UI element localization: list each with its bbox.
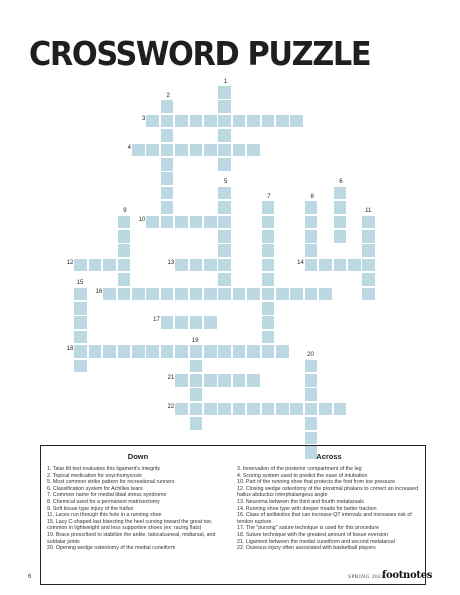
crossword-cell[interactable] xyxy=(161,129,174,142)
clue-number: 14 xyxy=(297,259,304,266)
clue-number: 22 xyxy=(167,403,175,410)
crossword-cell[interactable] xyxy=(190,288,203,301)
crossword-cell[interactable] xyxy=(175,144,188,157)
crossword-cell[interactable] xyxy=(218,374,231,387)
crossword-cell[interactable] xyxy=(146,115,159,128)
crossword-cell[interactable] xyxy=(161,115,174,128)
crossword-cell[interactable] xyxy=(233,345,246,358)
clue-number: 20 xyxy=(307,352,314,359)
crossword-cell[interactable] xyxy=(74,331,87,344)
crossword-cell[interactable] xyxy=(262,403,275,416)
crossword-cell[interactable] xyxy=(204,403,217,416)
clue-number: 3 xyxy=(142,115,146,122)
crossword-cell[interactable] xyxy=(290,288,303,301)
crossword-cell[interactable] xyxy=(290,115,303,128)
crossword-cell[interactable] xyxy=(190,345,203,358)
crossword-cell[interactable] xyxy=(276,115,289,128)
crossword-cell[interactable] xyxy=(362,216,375,229)
brand-logo: footnotes xyxy=(382,570,433,581)
crossword-cell[interactable] xyxy=(161,144,174,157)
clue-number: 8 xyxy=(310,193,314,200)
crossword-cell[interactable] xyxy=(305,417,318,430)
down-clues-column xyxy=(47,452,229,552)
crossword-cell[interactable] xyxy=(204,316,217,329)
crossword-cell[interactable] xyxy=(305,403,318,416)
crossword-cell[interactable] xyxy=(146,288,159,301)
crossword-cell[interactable] xyxy=(175,403,188,416)
crossword-cell[interactable] xyxy=(247,403,260,416)
crossword-cell[interactable] xyxy=(290,403,303,416)
crossword-cell[interactable] xyxy=(190,316,203,329)
crossword-cell[interactable] xyxy=(334,403,347,416)
crossword-cell[interactable] xyxy=(305,432,318,445)
crossword-cell[interactable] xyxy=(190,144,203,157)
crossword-cell[interactable] xyxy=(132,288,145,301)
across-clue: 18. Suture technique with the greatest amount of tissue eversion xyxy=(237,531,389,538)
crossword-cell[interactable] xyxy=(233,403,246,416)
crossword-cell[interactable] xyxy=(247,144,260,157)
across-heading: Across xyxy=(316,452,342,461)
crossword-cell[interactable] xyxy=(262,259,275,272)
crossword-cell[interactable] xyxy=(190,216,203,229)
crossword-cell[interactable] xyxy=(218,403,231,416)
clue-number: 2 xyxy=(166,92,170,99)
crossword-cell[interactable] xyxy=(190,403,203,416)
crossword-cell[interactable] xyxy=(218,201,231,214)
crossword-cell[interactable] xyxy=(276,345,289,358)
crossword-cell[interactable] xyxy=(262,288,275,301)
crossword-cell[interactable] xyxy=(334,201,347,214)
clue-number: 10 xyxy=(138,216,146,223)
crossword-cell[interactable] xyxy=(247,115,260,128)
clue-box xyxy=(40,445,426,585)
crossword-cell[interactable] xyxy=(247,374,260,387)
down-clue: 1. Talar tilt test evaluates this ligament's integrity xyxy=(47,466,161,472)
crossword-cell[interactable] xyxy=(305,288,318,301)
down-clue: 20. Opening wedge osteotomy of the medial cuneiform xyxy=(47,545,176,552)
down-clue: 7. Common name for medial tibial stress syndrome xyxy=(47,492,167,499)
crossword-cell[interactable] xyxy=(190,115,203,128)
crossword-cell[interactable] xyxy=(262,115,275,128)
crossword-cell[interactable] xyxy=(146,216,159,229)
crossword-cell[interactable] xyxy=(305,216,318,229)
across-clue: 17. The "pursing" suture technique is used for this procedure xyxy=(237,525,380,532)
down-clue: 8. Chemical used for a permanent matrixectomy xyxy=(47,498,160,505)
crossword-cell[interactable] xyxy=(218,158,231,171)
page-number: 6 xyxy=(28,574,32,580)
crossword-cell[interactable] xyxy=(362,230,375,243)
crossword-cell[interactable] xyxy=(118,259,131,272)
crossword-cell[interactable] xyxy=(262,302,275,315)
crossword-cell[interactable] xyxy=(218,115,231,128)
clue-number: 12 xyxy=(66,259,74,266)
crossword-cell[interactable] xyxy=(218,244,231,257)
crossword-cell[interactable] xyxy=(146,144,159,157)
crossword-cell[interactable] xyxy=(103,345,116,358)
crossword-cell[interactable] xyxy=(262,230,275,243)
across-clue: 14. Running shoe type with deeper treads for better traction xyxy=(237,505,377,512)
crossword-cell[interactable] xyxy=(118,288,131,301)
crossword-cell[interactable] xyxy=(175,259,188,272)
crossword-cell[interactable] xyxy=(161,158,174,171)
down-clue: 5. Most common strike pattern for recreational runners xyxy=(47,479,175,486)
crossword-cell[interactable] xyxy=(262,345,275,358)
crossword-cell[interactable] xyxy=(247,288,260,301)
crossword-cell[interactable] xyxy=(175,115,188,128)
crossword-cell[interactable] xyxy=(348,259,361,272)
crossword-cell[interactable] xyxy=(319,403,332,416)
crossword-cell[interactable] xyxy=(161,172,174,185)
crossword-cell[interactable] xyxy=(204,288,217,301)
crossword-cell[interactable] xyxy=(175,288,188,301)
crossword-cell[interactable] xyxy=(262,216,275,229)
crossword-cell[interactable] xyxy=(362,259,375,272)
crossword-cell[interactable] xyxy=(218,259,231,272)
crossword-cell[interactable] xyxy=(218,345,231,358)
clue-number: 9 xyxy=(123,208,127,215)
crossword-cell[interactable] xyxy=(218,288,231,301)
across-clue: 21. Ligament between the medial cuneiform and second metatarsal xyxy=(237,538,395,545)
crossword-cell[interactable] xyxy=(161,288,174,301)
clue-number: 17 xyxy=(153,317,160,324)
crossword-cell[interactable] xyxy=(305,388,318,401)
crossword-cell[interactable] xyxy=(74,345,87,358)
crossword-cell[interactable] xyxy=(233,144,246,157)
across-clue: 16. Class of antibiotics that can increase QT intervals and increases risk of tendon rupture xyxy=(237,512,412,525)
crossword-cell[interactable] xyxy=(161,187,174,200)
crossword-cell[interactable] xyxy=(103,259,116,272)
crossword-cell[interactable] xyxy=(175,374,188,387)
crossword-cell[interactable] xyxy=(190,388,203,401)
issue-label: SPRING 2021 xyxy=(348,574,385,580)
crossword-cell[interactable] xyxy=(305,374,318,387)
across-clue: 4. Scoring system used to predict the ease of intubation xyxy=(237,472,368,479)
crossword-cell[interactable] xyxy=(305,259,318,272)
crossword-cell[interactable] xyxy=(74,302,87,315)
crossword-cell[interactable] xyxy=(362,288,375,301)
down-clue: 15. Lacy C-shaped last bisecting the heel curving toward the great toe, common in lightweight and less supportive shoes (ex: racing flats) xyxy=(47,518,213,532)
crossword-cell[interactable] xyxy=(175,345,188,358)
across-clue: 3. Innervation of the posterior compartment of the leg xyxy=(237,466,362,472)
crossword-cell[interactable] xyxy=(74,259,87,272)
clue-number: 13 xyxy=(167,259,175,266)
crossword-cell[interactable] xyxy=(262,331,275,344)
crossword-cell[interactable] xyxy=(146,345,159,358)
crossword-cell[interactable] xyxy=(161,201,174,214)
crossword-cell[interactable] xyxy=(334,259,347,272)
down-clue: 6. Classification system for Achilles tears xyxy=(47,485,143,492)
crossword-cell[interactable] xyxy=(103,288,116,301)
clue-number: 7 xyxy=(267,193,271,200)
crossword-cell[interactable] xyxy=(362,273,375,286)
crossword-cell[interactable] xyxy=(218,129,231,142)
crossword-cell[interactable] xyxy=(74,316,87,329)
crossword-cell[interactable] xyxy=(247,345,260,358)
clue-number: 4 xyxy=(127,144,131,151)
crossword-cell[interactable] xyxy=(334,187,347,200)
crossword-cell[interactable] xyxy=(218,216,231,229)
crossword-cell[interactable] xyxy=(161,100,174,113)
page-title: CROSSWORD PUZZLE xyxy=(29,34,371,73)
crossword-cell[interactable] xyxy=(132,345,145,358)
crossword-cell[interactable] xyxy=(305,244,318,257)
down-clue: 2. Topical medication for onychomycosis xyxy=(47,472,142,479)
crossword-cell[interactable] xyxy=(262,273,275,286)
crossword-cell[interactable] xyxy=(204,115,217,128)
crossword-cell[interactable] xyxy=(262,244,275,257)
crossword-cell[interactable] xyxy=(218,100,231,113)
crossword-cell[interactable] xyxy=(204,259,217,272)
crossword-cell[interactable] xyxy=(161,345,174,358)
crossword-cell[interactable] xyxy=(190,417,203,430)
across-clues-column xyxy=(237,452,421,552)
crossword-cell[interactable] xyxy=(305,201,318,214)
clue-number: 18 xyxy=(66,346,74,353)
clue-number: 16 xyxy=(95,288,103,295)
crossword-cell[interactable] xyxy=(190,374,203,387)
down-heading: Down xyxy=(127,452,149,461)
crossword-cell[interactable] xyxy=(190,360,203,373)
across-clue: 22. Osseous injury often associated with basketball players xyxy=(237,545,376,552)
crossword-cell[interactable] xyxy=(175,216,188,229)
crossword-cell[interactable] xyxy=(118,216,131,229)
crossword-cell[interactable] xyxy=(233,115,246,128)
crossword-cell[interactable] xyxy=(218,230,231,243)
crossword-cell[interactable] xyxy=(319,259,332,272)
crossword-cell[interactable] xyxy=(218,187,231,200)
crossword-cell[interactable] xyxy=(74,288,87,301)
crossword-cell[interactable] xyxy=(362,244,375,257)
crossword-cell[interactable] xyxy=(74,360,87,373)
crossword-cell[interactable] xyxy=(276,288,289,301)
crossword-cell[interactable] xyxy=(190,259,203,272)
across-clue: 10. Part of the running shoe that protects the foot from toe pressure xyxy=(237,479,396,486)
crossword-cell[interactable] xyxy=(204,345,217,358)
crossword-cell[interactable] xyxy=(118,244,131,257)
crossword-cell[interactable] xyxy=(334,216,347,229)
clue-number: 11 xyxy=(365,208,372,215)
crossword-cell[interactable] xyxy=(118,345,131,358)
clue-number: 1 xyxy=(224,78,228,85)
crossword-cell[interactable] xyxy=(175,316,188,329)
crossword-cell[interactable] xyxy=(334,230,347,243)
crossword-cell[interactable] xyxy=(276,403,289,416)
crossword-cell[interactable] xyxy=(305,360,318,373)
across-clue: 12. Closing wedge osteotomy of the proximal phalanx to correct an increased hallux abductus interphalangeus angle xyxy=(237,485,419,499)
clue-number: 5 xyxy=(224,179,228,186)
crossword-cell[interactable] xyxy=(204,216,217,229)
crossword-cell[interactable] xyxy=(218,144,231,157)
down-clue: 19. Brace prescribed to stabilize the ankle, talocalcaneal, midtarsal, and subtalar joints xyxy=(47,531,216,545)
crossword-cell[interactable] xyxy=(89,345,102,358)
crossword-cell[interactable] xyxy=(305,230,318,243)
crossword-cell[interactable] xyxy=(118,273,131,286)
crossword-cell[interactable] xyxy=(161,216,174,229)
crossword-cell[interactable] xyxy=(218,86,231,99)
crossword-cell[interactable] xyxy=(262,201,275,214)
down-clue: 9. Soft tissue type injury of the hallux xyxy=(47,505,134,512)
crossword-cell[interactable] xyxy=(233,374,246,387)
crossword-cell[interactable] xyxy=(233,288,246,301)
clue-number: 19 xyxy=(191,337,199,344)
across-clue: 13. Neuroma between the third and fourth metatarsals xyxy=(237,498,364,505)
clue-number: 21 xyxy=(167,375,175,381)
clue-number: 15 xyxy=(76,280,84,287)
crossword-cell[interactable] xyxy=(262,316,275,329)
crossword-cell[interactable] xyxy=(319,288,332,301)
crossword-cell[interactable] xyxy=(89,259,102,272)
clue-number: 6 xyxy=(339,179,343,186)
crossword-cell[interactable] xyxy=(204,144,217,157)
crossword-cell[interactable] xyxy=(161,316,174,329)
crossword-cell[interactable] xyxy=(118,230,131,243)
down-clue: 11. Laces run through this hole in a running shoe xyxy=(47,512,162,519)
crossword-cell[interactable] xyxy=(132,144,145,157)
crossword-cell[interactable] xyxy=(204,374,217,387)
crossword-cell[interactable] xyxy=(218,273,231,286)
